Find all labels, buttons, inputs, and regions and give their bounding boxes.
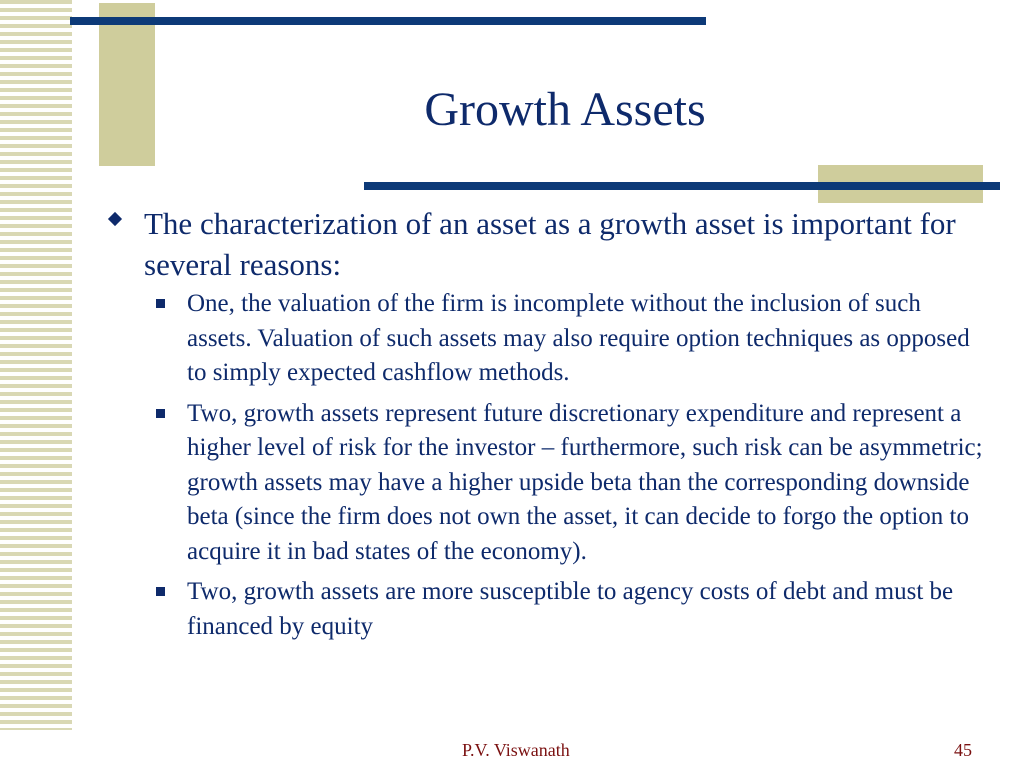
sub-bullet-item [187,575,984,644]
title-underline-rule [364,182,1000,190]
slide-title: Growth Assets [424,83,706,136]
page-number: 45 [954,740,972,760]
sub-bullet-text: One, the valuation of the firm is incomplete without the inclusion of such assets. Valuation of such assets may also require option techniques as opposed to simply expected cashflow methods. [187,290,970,386]
striped-side-band [0,0,72,730]
sub-bullet-text: Two, growth assets are more susceptible to agency costs of debt and must be financed by equity [187,578,954,640]
square-bullet-icon [156,587,165,596]
sub-bullet-item [187,397,984,570]
sub-bullet-list [104,287,984,644]
square-bullet-icon [156,299,165,308]
diamond-bullet-icon [108,212,122,226]
sub-bullet-item [187,287,984,391]
bullet-level-1 [104,203,984,285]
decorative-block-top [99,3,155,166]
square-bullet-icon [156,409,165,418]
sub-bullet-text: Two, growth assets represent future discretionary expenditure and represent a higher level of risk for the investor – furthermore, such risk can be asymmetric; growth assets may have a higher upside beta than the corresponding downside beta (since the firm does not own the asset, it can decide to forgo the option to acquire it in bad states of the economy). [187,399,983,565]
slide-body [104,203,984,650]
top-rule [70,17,706,25]
bullet-text: The characterization of an asset as a growth asset is important for several reasons: [144,206,956,282]
footer-author: P.V. Viswanath [462,740,570,760]
